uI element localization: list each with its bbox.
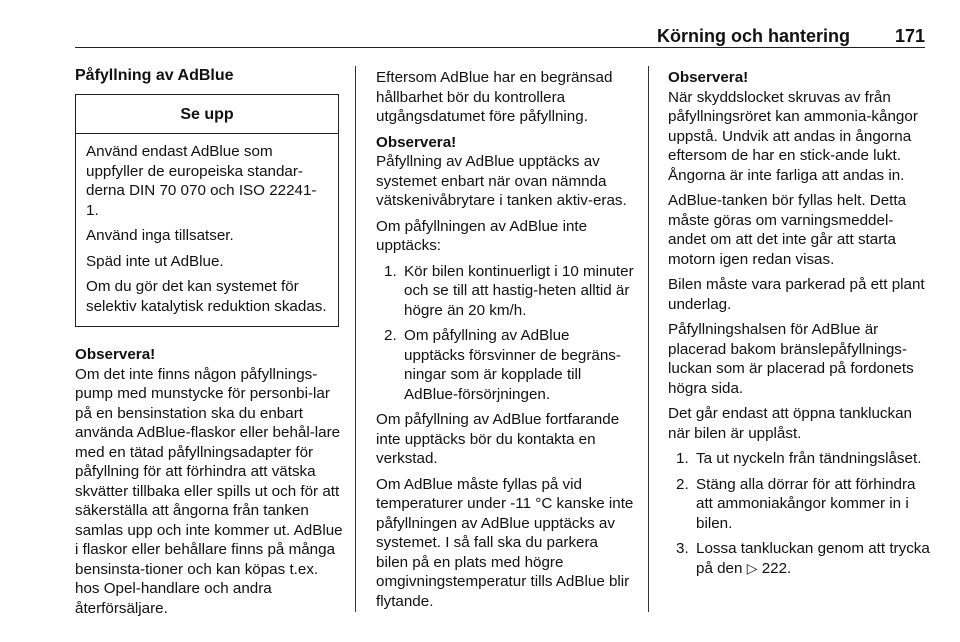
list-number: 1.: [676, 450, 689, 467]
step-list: [668, 449, 930, 578]
fill-paragraph: AdBlue-tanken bör fyllas helt. Detta måste göras om varningsmeddel-andet om att det inte går att starta motorn igen redan visas.: [668, 192, 907, 268]
list-item: [376, 326, 634, 404]
column-2: [376, 68, 634, 617]
caution-body: [76, 134, 338, 326]
caution-title: Se upp: [76, 95, 338, 135]
note-text: Påfyllning av AdBlue upptäcks av systemet enbart när ovan nämnda vätskenivåbrytare i tanken aktiv-eras.: [376, 153, 627, 209]
list-item: [668, 539, 930, 578]
step-list: [376, 262, 634, 405]
park-paragraph: Bilen måste vara parkerad på ett plant underlag.: [668, 276, 925, 313]
list-item: [668, 475, 930, 534]
caution-paragraph: Använd inga tillsatser.: [86, 227, 234, 244]
note-title: Observera!: [668, 69, 749, 86]
temperature-paragraph: Om AdBlue måste fyllas på vid temperaturer under -11 °C kanske inte påfyllningen av AdBlue upptäcks av systemet. I så fall ska du parkera bilen på en plats med högre omgivningstemperatur tills AdBlue blir flytande.: [376, 475, 634, 610]
list-text: Stäng alla dörrar för att förhindra att ammoniakångor kommer in i bilen.: [696, 475, 916, 532]
page-number: 171: [894, 26, 925, 46]
note-title: Observera!: [75, 346, 156, 363]
header-rule: [75, 47, 925, 48]
column-divider-left: [355, 66, 356, 612]
column-1: [75, 66, 343, 624]
list-text: Kör bilen kontinuerligt i 10 minuter och se till att hastig-heten alltid är högre än 20 km/h.: [404, 262, 634, 319]
section-title: Påfyllning av AdBlue: [75, 67, 234, 84]
caution-paragraph: Om du gör det kan systemet för selektiv katalytisk reduktion skadas.: [86, 278, 327, 315]
note-text-content: När skyddslocket skruvas av från påfyllningsröret kan ammonia-kångor uppstå. Undvik att andas in ångorna eftersom de har en stick-ande lukt. Ångorna är inte farliga att andas in.: [668, 88, 918, 184]
list-item: [668, 449, 930, 469]
list-number: 2.: [676, 475, 689, 493]
page-reference-arrow-icon: ▷: [746, 559, 758, 576]
list-number: 3.: [676, 540, 689, 557]
list-intro: Om påfyllningen av AdBlue inte upptäcks:: [376, 217, 588, 254]
header-title: Körning och hantering: [657, 26, 850, 46]
column-3: [668, 68, 930, 584]
column-divider-right: [648, 66, 649, 612]
caution-box: [75, 94, 339, 328]
intro-paragraph: Eftersom AdBlue har en begränsad hållbarhet bör du kontrollera utgångsdatumet före påfyllning.: [376, 69, 613, 125]
note-text: [656, 88, 930, 186]
caution-paragraph: Späd inte ut AdBlue.: [86, 252, 224, 270]
page-reference-link[interactable]: 222.: [761, 559, 792, 577]
list-item: [376, 262, 634, 321]
filler-neck-paragraph: Påfyllningshalsen för AdBlue är placerad bakom bränslepåfyllnings-luckan som är placerad på fordonets högra sida.: [668, 321, 914, 397]
list-text: Om påfyllning av AdBlue upptäcks försvinner de begräns-ningar som är kopplade till AdBlue-försörjningen.: [404, 327, 621, 403]
list-number: 2.: [384, 327, 397, 344]
list-text: Lossa tankluckan genom att trycka på den: [696, 540, 930, 577]
caution-paragraph: Använd endast AdBlue som uppfyller de europeiska standar-derna DIN 70 070 och ISO 22241-1.: [86, 143, 317, 219]
note-text: Om det inte finns någon påfyllnings-pump med munstycke för personbi-lar på en bensinstation ska du enbart använda AdBlue-flaskor eller behål-lare med en tätad påfyllningsadapter för påfyllning för att förhindra att vätska skvätter tillbaka eller spills ut och för att säkerställa att ångorna från tanken samlas upp och inte kommer ut. AdBlue i flaskor eller behållare finns på många bensinsta-tioner och kan köpas t.ex. hos Opel-handlare och andra återförsäljare.: [75, 365, 343, 617]
unlock-paragraph: Det går endast att öppna tankluckan när bilen är upplåst.: [668, 405, 913, 442]
list-text: Ta ut nyckeln från tändningslåset.: [696, 450, 922, 467]
workshop-paragraph: Om påfyllning av AdBlue fortfarande inte upptäcks bör du kontakta en verkstad.: [376, 411, 620, 467]
note-title: Observera!: [376, 133, 457, 151]
list-number: 1.: [384, 262, 397, 280]
